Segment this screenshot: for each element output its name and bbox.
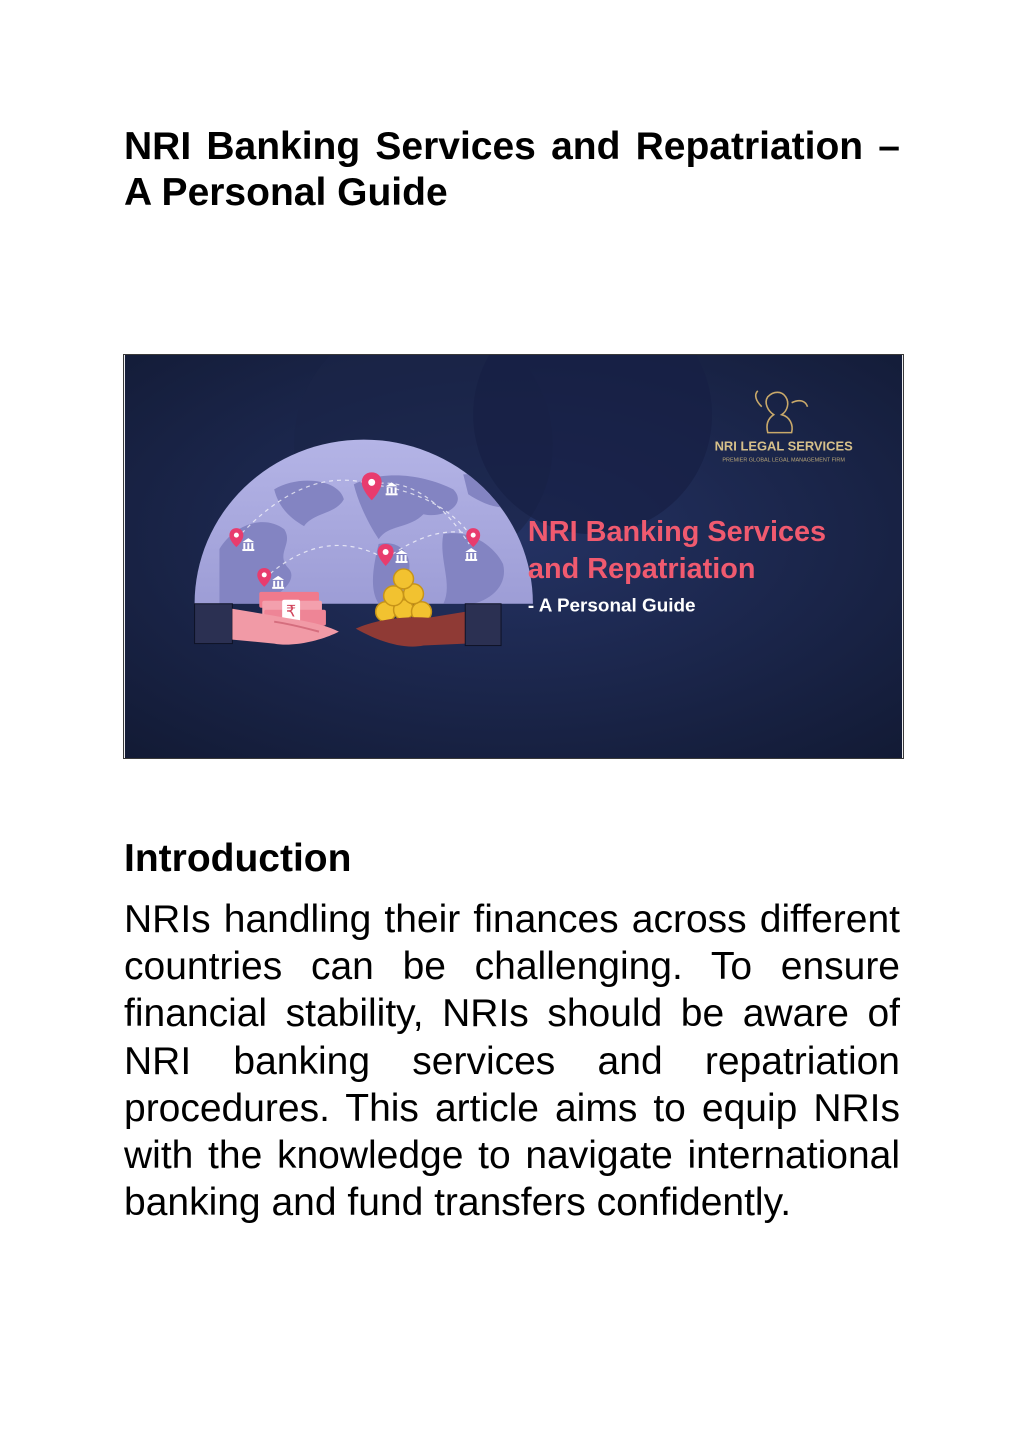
- intro-paragraph: NRIs handling their finances across different countries can be challenging. To ensure financial stability, NRIs should be aware of NRI banking services and repatriation procedures. This article aims to equip NRIs with the knowledge to navigate international banking and fund transfers confidently.: [124, 898, 900, 1225]
- logo-tagline: PREMIER GLOBAL LEGAL MANAGEMENT FIRM: [722, 457, 845, 464]
- section-heading-introduction: Introduction: [124, 837, 352, 880]
- banner-image: [123, 354, 904, 759]
- document-title: NRI Banking Services and Repatriation – A Personal Guide: [124, 125, 900, 214]
- banner-headline-line2: and Repatriation: [527, 552, 756, 585]
- svg-text:₹: ₹: [286, 601, 297, 621]
- banner-subline: - A Personal Guide: [527, 595, 696, 617]
- logo-name: NRI LEGAL SERVICES: [714, 438, 853, 454]
- banner-headline-line1: NRI Banking Services: [527, 516, 827, 549]
